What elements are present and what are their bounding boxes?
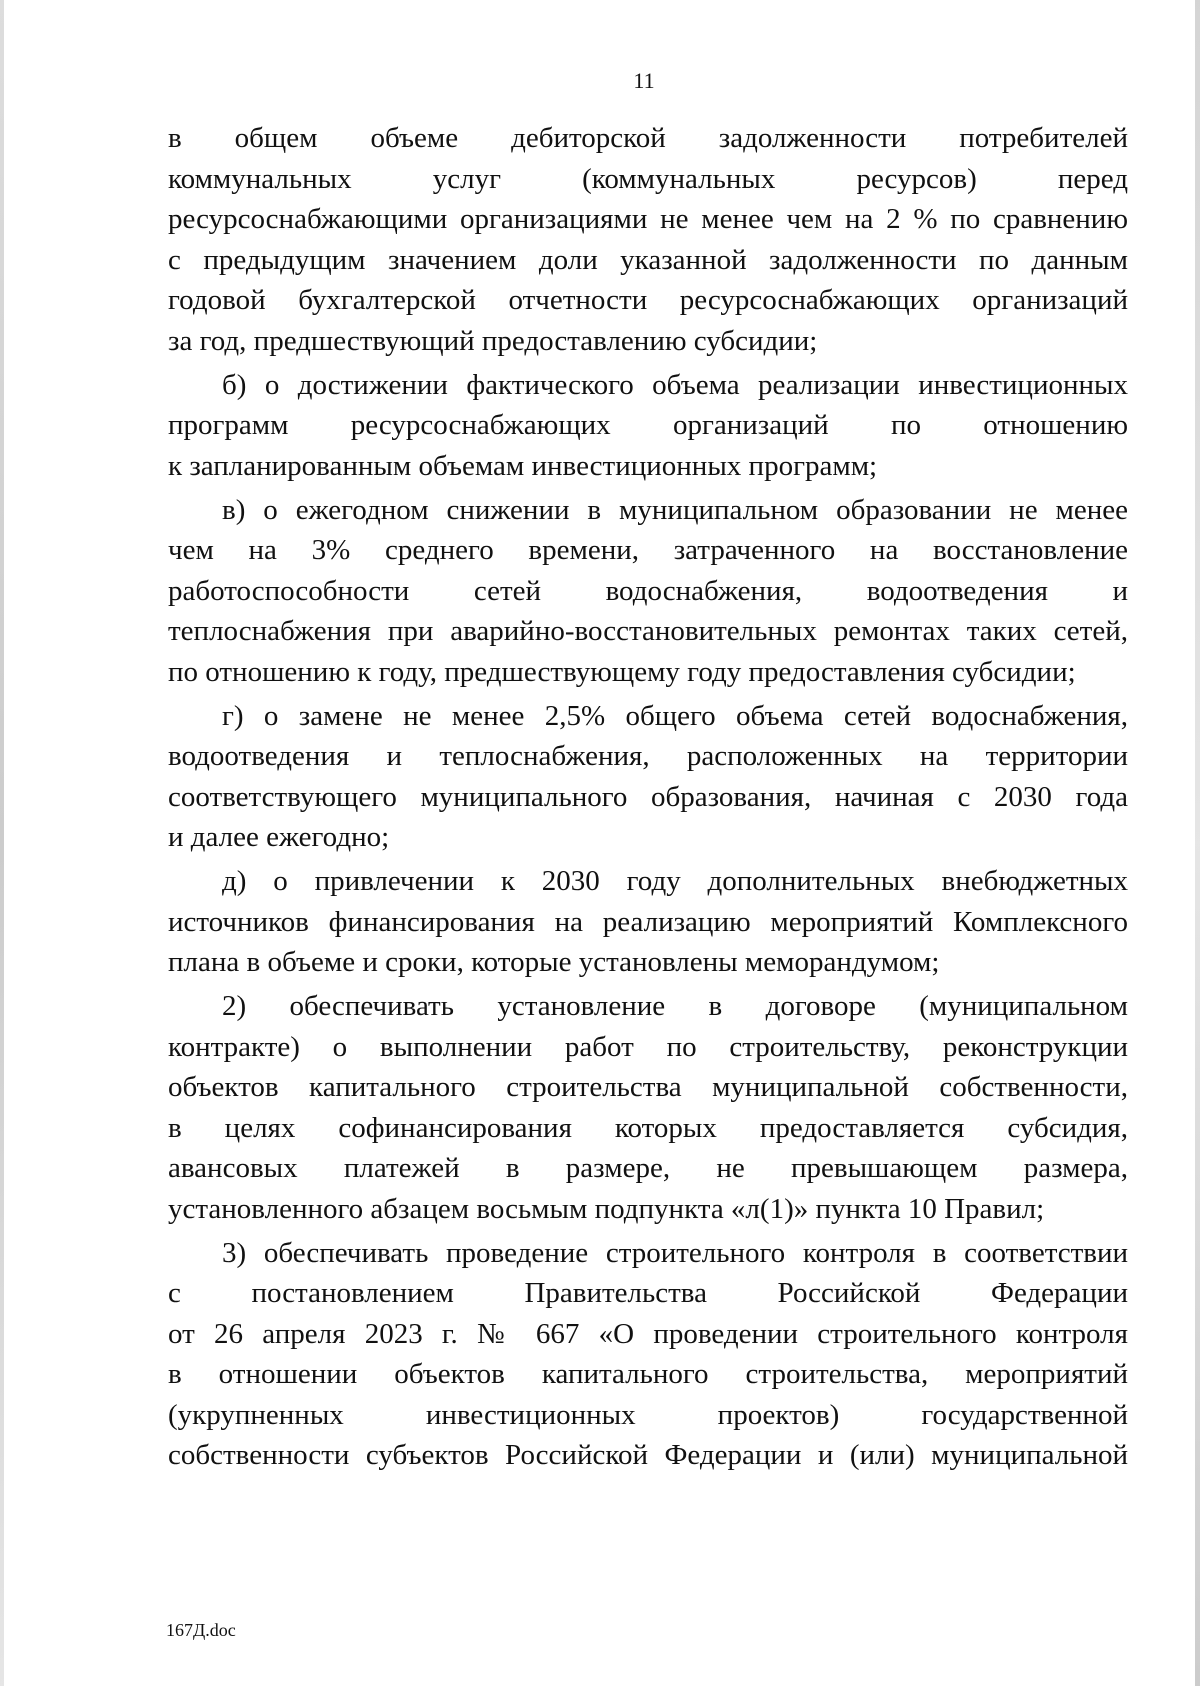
text-line: объектов капитального строительства муниципальной собственности, (168, 1071, 1128, 1103)
text-line: (укрупненных инвестиционных проектов) государственной (168, 1398, 1128, 1431)
text-line: коммунальных услуг (коммунальных ресурсов) перед (168, 162, 1128, 195)
text-line: источников финансирования на реализацию мероприятий Комплексного (168, 905, 1128, 938)
text-line: 2) обеспечивать установление в договоре (муниципальном (222, 990, 1128, 1022)
paragraph (168, 118, 1128, 361)
text-line: и далее ежегодно; (168, 821, 390, 853)
text-line: в целях софинансирования которых предоставляется субсидия, (168, 1111, 1128, 1144)
text-line: работоспособности сетей водоснабжения, водоотведения и (168, 574, 1128, 607)
text-line: программ ресурсоснабжающих организаций по отношению (168, 409, 1128, 441)
text-line: чем на 3% среднего времени, затраченного на восстановление (168, 534, 1128, 566)
file-name-footer: 167Д.doc (166, 1620, 236, 1640)
text-line: к запланированным объемам инвестиционных программ; (168, 449, 878, 482)
text-line: в отношении объектов капитального строительства, мероприятий (168, 1358, 1128, 1390)
text-line: с постановлением Правительства Российской Федерации (168, 1277, 1128, 1309)
paragraph (168, 696, 1128, 858)
page-number: 11 (633, 68, 655, 93)
text-line: 3) обеспечивать проведение строительного контроля в соответствии (222, 1236, 1128, 1269)
paragraph (168, 1233, 1128, 1476)
text-line: установленного абзацем восьмым подпункта «л(1)» пункта 10 Правил; (168, 1192, 1045, 1225)
text-line: д) о привлечении к 2030 году дополнительных внебюджетных (222, 865, 1128, 897)
scan-edge-right (1195, 0, 1200, 1686)
text-line: собственности субъектов Российской Федерации и (или) муниципальной (168, 1439, 1128, 1471)
text-line: с предыдущим значением доли указанной задолженности по данным (168, 243, 1128, 276)
text-line: контракте) о выполнении работ по строительству, реконструкции (168, 1030, 1128, 1063)
text-line: водоотведения и теплоснабжения, расположенных на территории (168, 740, 1128, 772)
text-line: годовой бухгалтерской отчетности ресурсоснабжающих организаций (168, 284, 1128, 316)
text-line: б) о достижении фактического объема реализации инвестиционных (222, 368, 1128, 401)
text-line: плана в объеме и сроки, которые установлены меморандумом; (168, 946, 940, 978)
text-line: за год, предшествующий предоставлению субсидии; (168, 324, 818, 357)
text-line: ресурсоснабжающими организациями не менее чем на 2 % по сравнению (168, 203, 1128, 235)
text-line: в) о ежегодном снижении в муниципальном образовании не менее (222, 493, 1128, 526)
paragraph (168, 365, 1128, 487)
text-line: авансовых платежей в размере, не превышающем размера, (168, 1152, 1128, 1184)
paragraph (168, 490, 1128, 693)
text-line: по отношению к году, предшествующему году предоставления субсидии; (168, 655, 1076, 688)
text-line: г) о замене не менее 2,5% общего объема сетей водоснабжения, (222, 699, 1128, 732)
text-line: теплоснабжения при аварийно-восстановительных ремонтах таких сетей, (168, 615, 1128, 647)
paragraph (168, 861, 1128, 983)
scan-edge-left (0, 0, 4, 1686)
text-line: в общем объеме дебиторской задолженности потребителей (168, 122, 1128, 154)
text-line: соответствующего муниципального образования, начиная с 2030 года (168, 780, 1128, 813)
paragraph (168, 986, 1128, 1229)
document-body (168, 118, 1128, 1479)
text-line: от 26 апреля 2023 г. № 667 «О проведении строительного контроля (168, 1317, 1128, 1350)
